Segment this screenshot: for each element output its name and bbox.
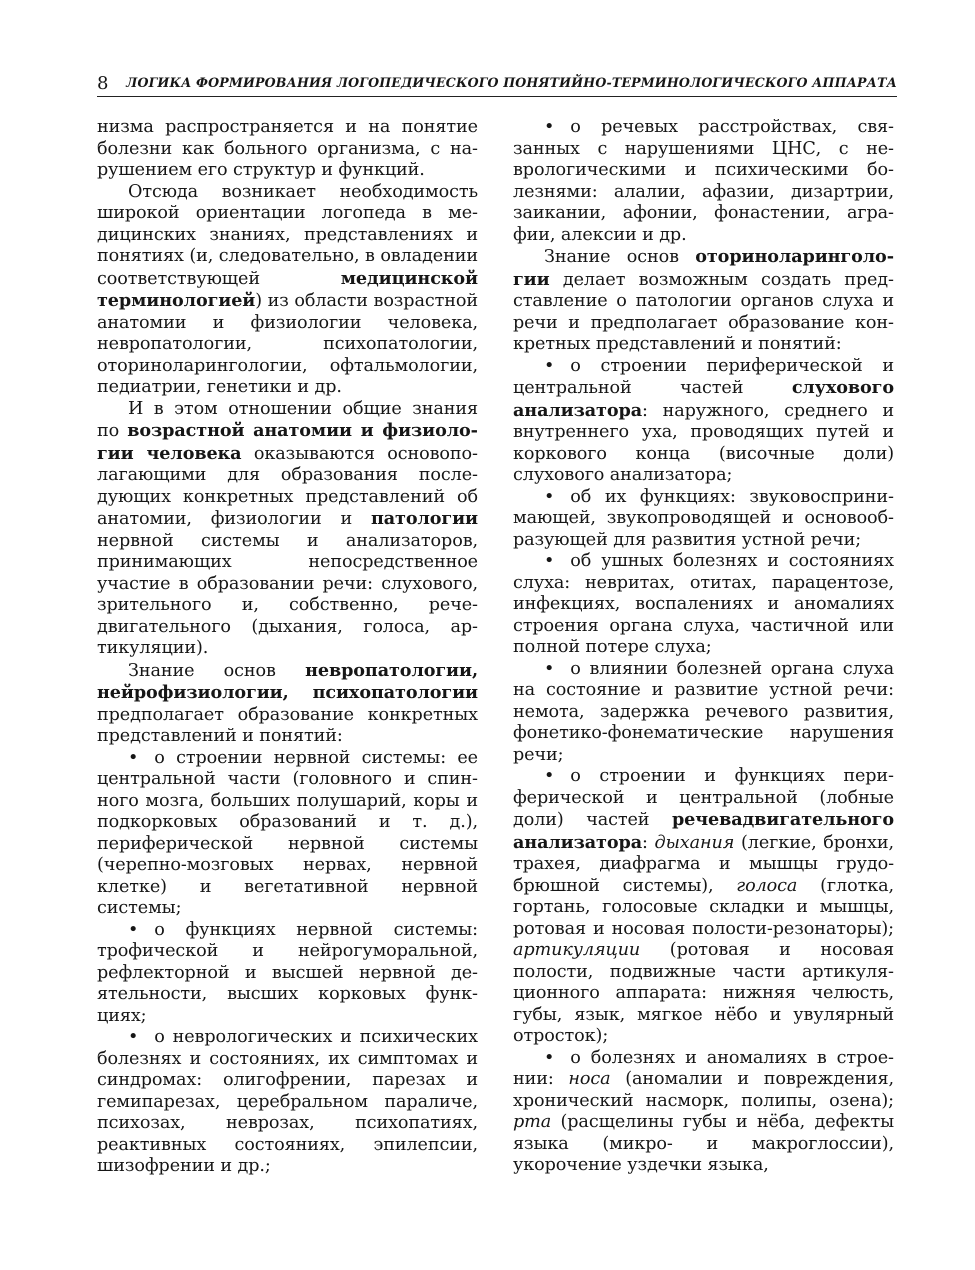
bold-term: патологии <box>370 508 478 529</box>
list-item: • об их функциях: звуковоспринимающей, звукопроводящей и основообразующей для развития устной речи; <box>513 486 894 550</box>
list-item: • о строении и функциях периферической и центральной (лобные доли) частей речевадвигательного анализатора: дыхания (легкие, бронхи, трахея, диафрагма и мышцы грудо-брюшной системы), голоса (глотка, гортань, голосовые складки и мышцы, ротовая и носовая полости-резонаторы); артикуляции (ротовая и носовая полости, подвижные части артикуляционного аппарата: нижняя челюсть, губы, язык, мягкое нёбо и увулярный отросток); <box>513 766 894 1046</box>
bullet-icon: • <box>544 1047 555 1068</box>
italic-term: дыхания <box>654 832 735 853</box>
bullet-icon: • <box>544 486 555 507</box>
paragraph: Отсюда возникает необходимость широкой ориентации логопеда в медицинских знаниях, представлениях и понятиях (и, следовательно, в овладении соответствующей медицинской терминологией) из области возрастной анатомии и физиологии человека, невропатологии, психопатологии, оториноларингологии, офтальмологии, педиатрии, генетики и др. <box>97 181 478 397</box>
bold-term: речевадвигательного анализатора <box>513 809 894 853</box>
bold-term: возрастной анатомии и физиологии человека <box>97 420 478 464</box>
list-item: • о строении периферической и центральной частей слухового анализатора: наружного, среднего и внутреннего уха, проводящих путей и коркового конца (височные доли) слухового анализатора; <box>513 355 894 485</box>
bullet-icon: • <box>128 747 139 768</box>
running-title: ЛОГИКА ФОРМИРОВАНИЯ ЛОГОПЕДИЧЕСКОГО ПОНЯТИЙНО-ТЕРМИНОЛОГИЧЕСКОГО АППАРАТА <box>126 75 897 90</box>
italic-term: носа <box>568 1069 611 1089</box>
bold-term: слухового анализатора <box>513 377 894 421</box>
list-item: • о неврологических и психических болезнях и состояниях, их симптомах и синдромах: олигофрении, парезах и гемипарезах, церебральном параличе, психозах, неврозах, психопатиях, реактивных состояниях, эпилепсии, шизофрении и др.; <box>97 1027 478 1176</box>
bold-term: медицинской терминологией <box>97 267 478 311</box>
list-item: • о влиянии болезней органа слуха на состояние и развитие устной речи: немота, задержка речевого развития, фонетико-фонематические нарушения речи; <box>513 658 894 765</box>
paragraph: низма распространяется и на понятие болезни как больного организма, с нарушением его структур и функций. <box>97 117 478 180</box>
list-item: • о болезнях и аномалиях в строении: носа (аномалии и повреждения, хронический насморк, полипы, озена); рта (расщелины губы и нёба, дефекты языка (микро- и макроглоссии), укорочение уздечки языка, <box>513 1047 895 1175</box>
bullet-icon: • <box>544 117 555 137</box>
list-item: • о речевых расстройствах, связанных с нарушениями ЦНС, с неврологическими и психическими болезнями: алалии, афазии, дизартрии, заикании, афонии, фонастении, аграфии, алексии и др. <box>513 117 894 245</box>
bold-term: оториноларингологии <box>513 246 894 290</box>
paragraph: И в этом отношении общие знания по возрастной анатомии и физиологии человека оказываются основополагающими для образования последующих конкретных представлений об анатомии, физиологии и патологии нервной системы и анализаторов, принимающих непосредственное участие в образовании речи: слухового, зрительного и, собственно, речедвигательного (дыхания, голоса, артикуляции). <box>97 398 478 658</box>
page-number: 8 <box>97 73 109 94</box>
left-column <box>97 117 478 1178</box>
paragraph: Знание основ оториноларингологии делает возможным создать представление о патологии органов слуха и речи и предполагает образование конкретных представлений и понятий: <box>513 246 894 354</box>
bullet-icon: • <box>544 766 555 786</box>
bold-term: невропатологии, нейрофизиологии, психопатологии <box>97 659 478 703</box>
list-item: • об ушных болезнях и состояниях слуха: невритах, отитах, парацентозе, инфекциях, воспалениях и аномалиях строения органа слуха, частичной или полной потере слуха; <box>513 551 894 657</box>
italic-term: артикуляции <box>513 940 641 960</box>
italic-term: рта <box>513 1112 552 1132</box>
bullet-icon: • <box>544 658 555 679</box>
italic-term: голоса <box>736 875 798 896</box>
bullet-icon: • <box>544 355 555 376</box>
paragraph: Знание основ невропатологии, нейрофизиологии, психопатологии предполагает образование конкретных представлений и понятий: <box>97 659 478 746</box>
list-item: • о функциях нервной системы: трофической и нейрогуморальной, рефлекторной и высшей нервной деятельности, высших корковых функциях; <box>97 919 478 1026</box>
list-item: • о строении нервной системы: ее центральной части (головного и спинного мозга, больших полушарий, коры и подкорковых образований и т. д.), периферической нервной системы (черепно-мозговых нервах, нервной клетке) и вегетативной нервной системы; <box>97 747 478 918</box>
bullet-icon: • <box>128 1027 139 1047</box>
right-column <box>513 117 894 1177</box>
running-head <box>97 68 897 97</box>
bullet-icon: • <box>128 919 139 940</box>
bullet-icon: • <box>544 551 555 571</box>
